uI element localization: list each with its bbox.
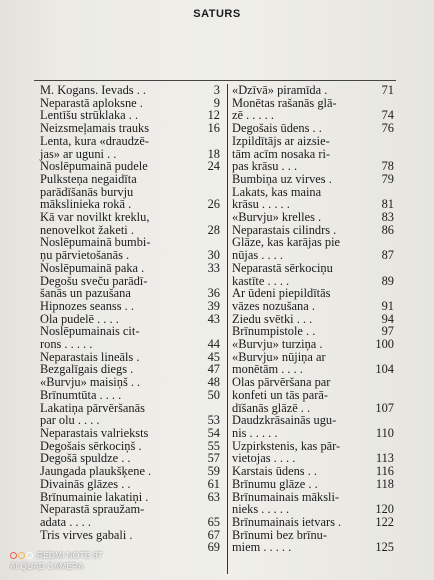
toc-entry-page: 30 xyxy=(207,248,220,263)
watermark-line-2: AI QUAD CAMERA xyxy=(10,561,84,571)
toc-entry-title: Brīnumainie lakatiņi . xyxy=(40,489,149,504)
toc-entry xyxy=(40,465,220,478)
toc-entry-title: Olas pārvēršana par konfeti un tās parā- dīšanās glāzē . . xyxy=(232,375,331,415)
toc-entry xyxy=(232,529,394,554)
toc-entry-page: 9 xyxy=(213,95,220,110)
toc-entry xyxy=(232,211,394,224)
toc-entry-page: 16 xyxy=(207,121,220,136)
toc-entry-page: 78 xyxy=(381,159,394,174)
toc-entry xyxy=(232,186,394,211)
toc-entry-page: 55 xyxy=(207,438,220,453)
toc-entry xyxy=(232,262,394,287)
toc-entry-page: 24 xyxy=(207,159,220,174)
toc-entry xyxy=(232,376,394,414)
toc-entry-title: Ar ūdeni piepildītās vāzes nozušana . xyxy=(232,286,331,313)
toc-entry-page: 81 xyxy=(381,197,394,212)
toc-entry-page: 44 xyxy=(207,337,220,352)
toc-entry-page: 104 xyxy=(375,362,394,377)
toc-entry-title: Jaungada plaukšķene . xyxy=(40,464,152,479)
camera-watermark xyxy=(10,550,103,572)
toc-entry-title: Degošu sveču parādī- šanās un pazušana xyxy=(40,273,148,301)
toc-entry-title: Bumbiņa uz virves . xyxy=(232,171,332,186)
toc-entry xyxy=(40,173,220,211)
toc-entry-title: Daudzkrāsainās ugu- nis . . . . . xyxy=(232,413,337,440)
toc-entry xyxy=(232,287,394,312)
toc-entry xyxy=(40,84,220,97)
toc-entry xyxy=(40,402,220,427)
toc-entry-title: Pulksteņa negaidīta parādīšanās burvju mākslinieka rokā . xyxy=(40,171,137,212)
toc-entry-title: Izpildītājs ar aizsie- tām acīm nosaka ri- pas krāsu . . . xyxy=(232,133,331,174)
toc-entry-page: 39 xyxy=(207,298,220,313)
toc-entry xyxy=(232,478,394,491)
toc-entry-title: Hipnozes seanss . . xyxy=(40,298,134,313)
toc-entry-title: Degošais ūdens . . xyxy=(232,121,322,136)
toc-entry-page: 53 xyxy=(207,413,220,428)
toc-left-column xyxy=(40,84,220,554)
toc-entry-title: Noslēpumainā bumbi- ņu pārvietošanās . xyxy=(40,235,151,263)
toc-entry-page: 57 xyxy=(207,451,220,466)
toc-entry-title: Neparastā sērkociņu kastīte . . . . xyxy=(232,260,333,288)
toc-entry-page: 100 xyxy=(375,337,394,352)
toc-entry-title: Brīnumainais ietvars . xyxy=(232,514,342,529)
toc-entry-title: Brīnumi bez brīnu- miem . . . . . xyxy=(232,527,327,555)
toc-entry-page: 122 xyxy=(375,514,394,529)
toc-entry xyxy=(232,84,394,97)
toc-entry-page: 63 xyxy=(207,489,220,504)
toc-entry xyxy=(232,135,394,173)
toc-entry xyxy=(232,338,394,351)
toc-entry-page: 125 xyxy=(375,540,394,555)
toc-entry xyxy=(232,122,394,135)
toc-entry-page: 120 xyxy=(375,502,394,517)
toc-entry-title: Lenta, kura «draudzē- jas» ar uguni . . xyxy=(40,133,150,161)
toc-entry-title: «Burvju» nūjiņa ar monētām . . . . xyxy=(232,349,326,377)
toc-entry-page: 48 xyxy=(207,375,220,390)
toc-entry-title: Brīnumainais māksli- nieks . . . . . xyxy=(232,489,340,517)
toc-entry xyxy=(40,262,220,275)
toc-entry-title: Lakatiņa pārvēršanās par olu . . . . xyxy=(40,400,145,428)
toc-entry xyxy=(232,97,394,122)
toc-entry-title: Neparastais valrieksts xyxy=(40,425,149,440)
toc-entry-title: Ziedu svētki . . . xyxy=(232,311,313,326)
toc-entry xyxy=(40,275,220,300)
toc-entry xyxy=(40,300,220,313)
toc-entry-title: Noslēpumainā paka . xyxy=(40,260,145,275)
toc-entry-title: Neparastais cilindrs . xyxy=(232,222,337,237)
toc-entry xyxy=(232,173,394,186)
toc-entry xyxy=(40,211,220,236)
toc-entry xyxy=(40,389,220,402)
toc-entry xyxy=(232,491,394,516)
toc-entry xyxy=(40,503,220,528)
toc-entry-page: 65 xyxy=(207,514,220,529)
toc-entry-title: Noslēpumainā pudele xyxy=(40,159,148,174)
toc-entry xyxy=(40,135,220,160)
toc-entry-title: «Burvju» krelles . xyxy=(232,210,322,225)
toc-entry-page: 76 xyxy=(381,121,394,136)
toc-entry-title: Bezgalīgais diegs . xyxy=(40,362,134,377)
top-rule xyxy=(34,80,396,81)
toc-entry-page: 43 xyxy=(207,311,220,326)
toc-entry-title: Neparastā spraužam- adata . . . . xyxy=(40,502,145,529)
toc-entry-page: 107 xyxy=(375,400,394,415)
toc-entry xyxy=(40,376,220,389)
toc-entry-title: Noslēpumainais cit- rons . . . . . xyxy=(40,324,140,352)
toc-entry-title: Brīnumu glāze . . xyxy=(232,476,318,491)
toc-entry xyxy=(232,465,394,478)
toc-entry xyxy=(40,325,220,350)
toc-entry-title: «Dzīvā» piramīda . xyxy=(232,83,328,97)
toc-entry xyxy=(40,478,220,491)
toc-entry-page: 26 xyxy=(207,197,220,212)
toc-entry-page: 59 xyxy=(207,464,220,479)
toc-entry-title: Lakats, kas maina krāsu . . . . . xyxy=(232,184,322,212)
toc-entry-page: 12 xyxy=(207,108,220,123)
toc-entry-page: 67 xyxy=(207,527,220,542)
toc-entry-title: Neizsmeļamais trauks xyxy=(40,121,150,136)
toc-entry-page: 79 xyxy=(381,171,394,186)
toc-entry-title: Divainās glāzes . . xyxy=(40,476,131,491)
toc-entry-title: Ola pudelē . . . . xyxy=(40,311,119,326)
toc-entry-page: 3 xyxy=(213,83,220,97)
toc-entry-page: 118 xyxy=(375,476,394,491)
toc-entry xyxy=(232,351,394,376)
toc-entry-page: 94 xyxy=(381,311,394,326)
watermark-line-1: REDMI NOTE 8T xyxy=(37,550,103,560)
toc-entry xyxy=(232,236,394,261)
toc-entry xyxy=(40,122,220,135)
toc-entry-title: M. Kogans. Ievads . . xyxy=(40,83,146,97)
toc-entry-title: Tris virves gabali . xyxy=(40,527,133,542)
toc-entry-title: Neparastā aploksne . xyxy=(40,95,143,110)
toc-entry-title: Karstais ūdens . . xyxy=(232,464,317,479)
toc-right-column xyxy=(232,84,394,554)
toc-entry-page: 47 xyxy=(207,362,220,377)
toc-entry-page: 28 xyxy=(207,222,220,237)
toc-entry-title: Neparastais lineāls . xyxy=(40,349,140,364)
toc-entry-page: 36 xyxy=(207,286,220,301)
toc-entry-page: 91 xyxy=(381,298,394,313)
toc-entry-title: Glāze, kas karājas pie nūjas . . . . xyxy=(232,235,341,263)
toc-entry-page: 113 xyxy=(375,451,394,466)
toc-entry-title: Monētas rašanās glā- zē . . . . . xyxy=(232,95,337,123)
toc-entry-page: 97 xyxy=(381,324,394,339)
toc-entry xyxy=(40,427,220,440)
toc-entry xyxy=(232,440,394,465)
toc-entry-page: 61 xyxy=(207,476,220,491)
toc-entry-title: «Burvju» turziņa . xyxy=(232,337,323,352)
toc-entry-page: 74 xyxy=(381,108,394,123)
toc-entry-title: Degošā spuldze . . xyxy=(40,451,131,466)
toc-entry-page: 69 xyxy=(207,540,220,555)
toc-entry-title: «Burvju» maisiņš . . xyxy=(40,375,141,390)
toc-entry xyxy=(232,516,394,529)
toc-entry-page: 18 xyxy=(207,146,220,161)
toc-entry-page: 116 xyxy=(375,464,394,479)
toc-entry-page: 71 xyxy=(381,83,394,97)
page-heading: SATURS xyxy=(193,8,241,20)
toc-entry-title: Degošais sērkociņš . xyxy=(40,438,142,453)
toc-entry-page: 89 xyxy=(381,273,394,288)
toc-entry-page: 33 xyxy=(207,260,220,275)
toc-entry-page: 83 xyxy=(381,210,394,225)
toc-entry-page: 54 xyxy=(207,425,220,440)
toc-entry-title: Kā var novilkt kreklu, nenovelkot žaketi . xyxy=(40,210,150,237)
toc-entry-title: Brīnumtūta . . . . xyxy=(40,387,122,402)
toc-entry-title: Uzpirkstenis, kas pār- vietojas . . . . xyxy=(232,438,341,466)
toc-entry-title: Brīnumpistole . . xyxy=(232,324,316,339)
column-divider xyxy=(227,84,228,574)
toc-entry xyxy=(232,414,394,439)
toc-entry-title: Lentīšu strūklaka . . xyxy=(40,108,139,123)
toc-entry-page: 45 xyxy=(207,349,220,364)
camera-lens-icon xyxy=(10,552,33,559)
toc-entry-page: 50 xyxy=(207,387,220,402)
toc-entry-page: 86 xyxy=(381,222,394,237)
toc-entry-page: 87 xyxy=(381,248,394,263)
toc-entry xyxy=(40,236,220,261)
toc-entry xyxy=(40,529,220,542)
toc-entry-page: 110 xyxy=(375,425,394,440)
